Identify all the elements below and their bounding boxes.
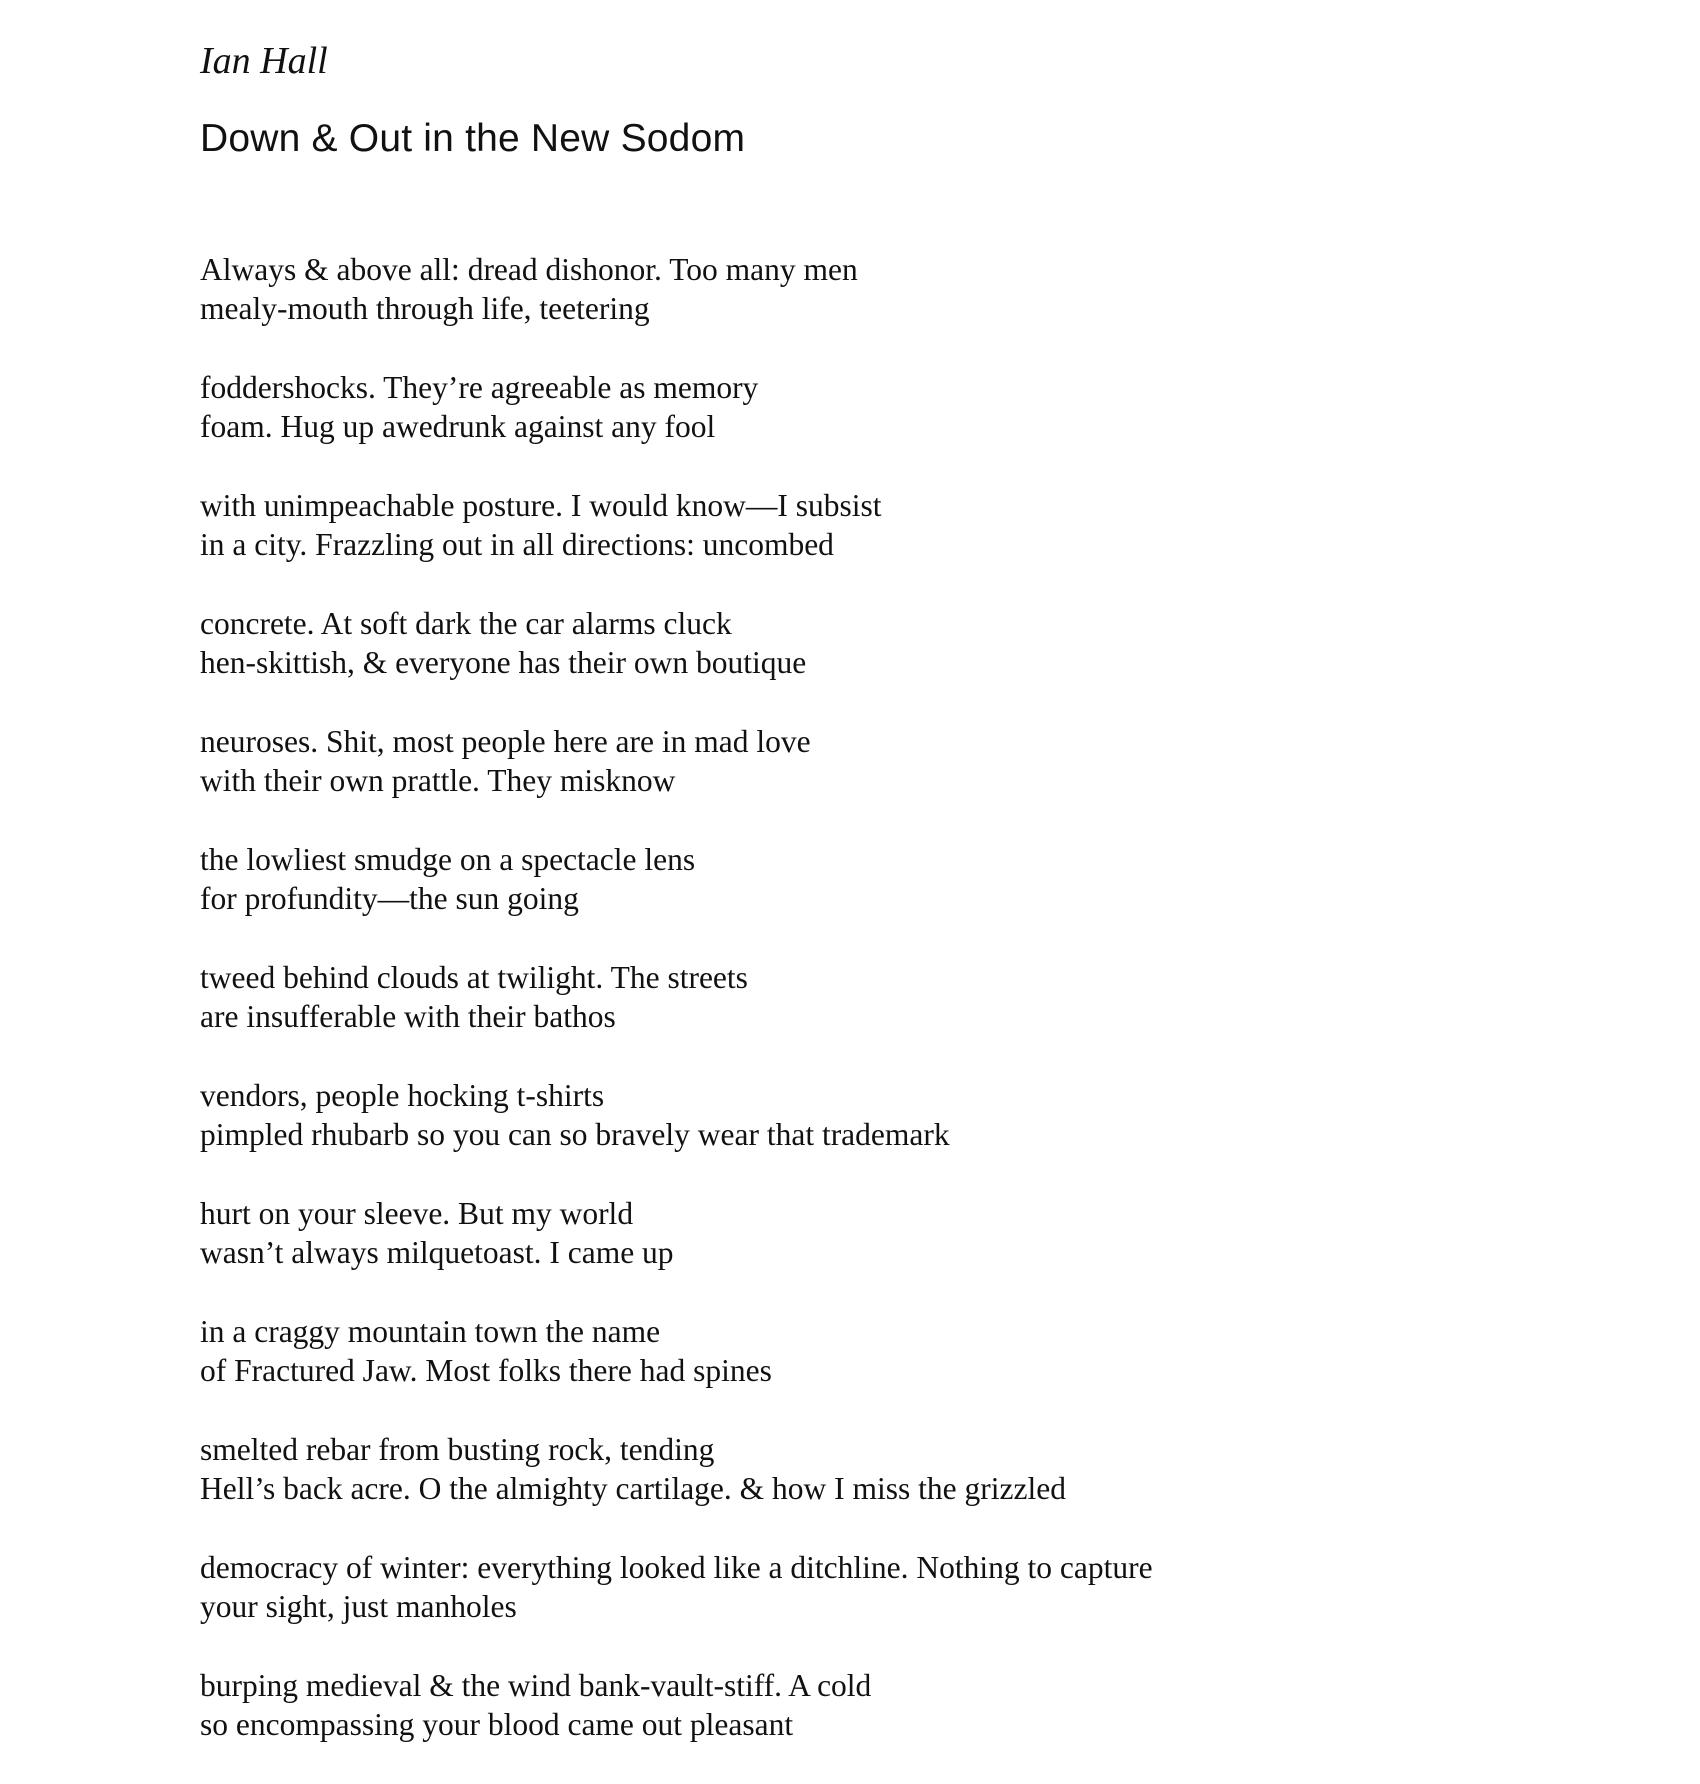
poem-line: with unimpeachable posture. I would know—I subsist (200, 488, 882, 523)
stanza (200, 1666, 1600, 1784)
stanza (200, 1430, 1600, 1548)
poem-line: in a city. Frazzling out in all directions: uncombed (200, 527, 834, 562)
poem-line: with their own prattle. They misknow (200, 763, 676, 798)
poem-line: wasn’t always milquetoast. I came up (200, 1235, 674, 1270)
poem-line: Hell’s back acre. O the almighty cartilage. & how I miss the grizzled (200, 1471, 1066, 1506)
poem-title: Down & Out in the New Sodom (200, 117, 746, 160)
stanza (200, 486, 1600, 604)
poem-line: hurt on your sleeve. But my world (200, 1196, 634, 1231)
stanza (200, 368, 1600, 486)
poem-line: concrete. At soft dark the car alarms cluck (200, 606, 732, 641)
poem-line: pimpled rhubarb so you can so bravely wear that trademark (200, 1117, 950, 1152)
poem-line: tweed behind clouds at twilight. The streets (200, 960, 748, 995)
stanza (200, 1194, 1600, 1312)
poem-line: the lowliest smudge on a spectacle lens (200, 842, 696, 877)
stanza (200, 722, 1600, 840)
poem-body (200, 250, 1600, 1784)
stanza (200, 1076, 1600, 1194)
poem-line: for profundity—the sun going (200, 881, 579, 916)
poem-line: hen-skittish, & everyone has their own boutique (200, 645, 807, 680)
stanza (200, 250, 1600, 368)
poem-line: Always & above all: dread dishonor. Too many men (200, 252, 858, 287)
stanza (200, 604, 1600, 722)
stanza (200, 958, 1600, 1076)
author-name: Ian Hall (200, 40, 328, 82)
poem-line: of Fractured Jaw. Most folks there had spines (200, 1353, 772, 1388)
poem-line: burping medieval & the wind bank-vault-stiff. A cold (200, 1668, 872, 1703)
poem-line: vendors, people hocking t-shirts (200, 1078, 605, 1113)
poem-line: foam. Hug up awedrunk against any fool (200, 409, 716, 444)
poem-line: neuroses. Shit, most people here are in mad love (200, 724, 811, 759)
poem-line: foddershocks. They’re agreeable as memory (200, 370, 759, 405)
poem-line: in a craggy mountain town the name (200, 1314, 661, 1349)
poem-line: democracy of winter: everything looked like a ditchline. Nothing to capture (200, 1550, 1153, 1585)
poem-line: are insufferable with their bathos (200, 999, 616, 1034)
stanza (200, 840, 1600, 958)
poem-line: your sight, just manholes (200, 1589, 517, 1624)
stanza (200, 1548, 1600, 1666)
poem-line: mealy-mouth through life, teetering (200, 291, 650, 326)
poem-line: so encompassing your blood came out pleasant (200, 1707, 794, 1742)
stanza (200, 1312, 1600, 1430)
poem-line: smelted rebar from busting rock, tending (200, 1432, 715, 1467)
